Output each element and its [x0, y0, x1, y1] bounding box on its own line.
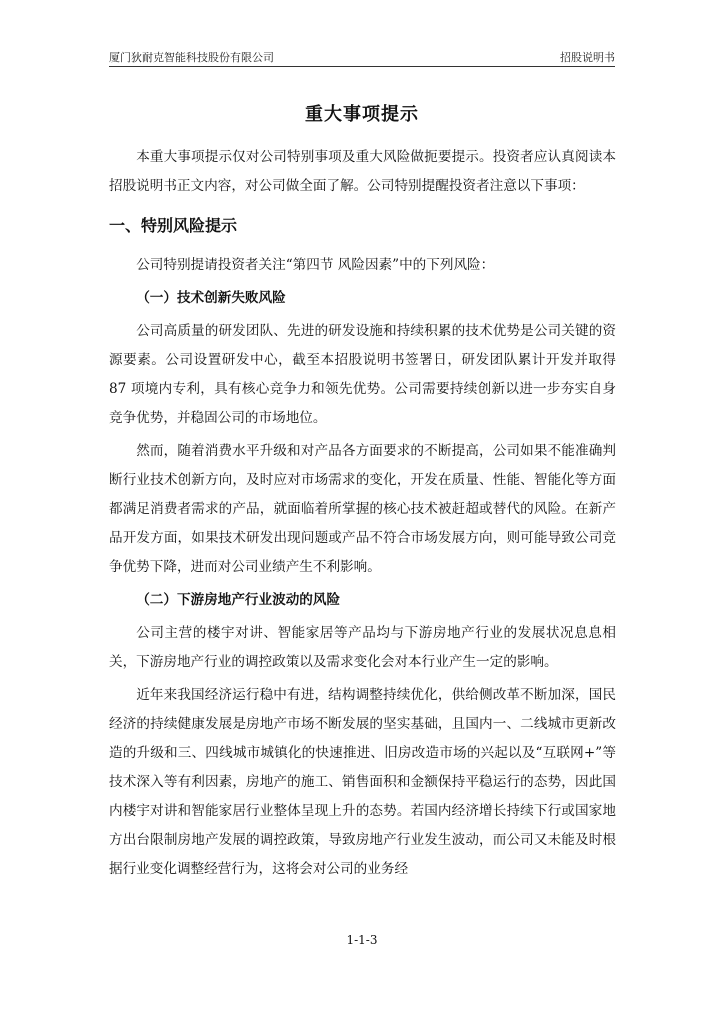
section-heading-special-risks: 一、特别风险提示: [109, 216, 238, 235]
subsection-heading-tech-innovation: （一）技术创新失败风险: [136, 290, 286, 306]
paragraph: 公司主营的楼宇对讲、智能家居等产品均与下游房地产行业的发展状况息息相关，下游房地产行业的调控政策以及需求变化会对本行业产生一定的影响。: [109, 625, 616, 670]
header-company: 厦门狄耐克智能科技股份有限公司: [109, 51, 274, 64]
page-number: 1-1-3: [346, 933, 378, 947]
page-header: [109, 49, 615, 67]
intro-paragraph: 本重大事项提示仅对公司特别事项及重大风险做扼要提示。投资者应认真阅读本招股说明书正文内容，对公司做全面了解。公司特别提醒投资者注意以下事项：: [109, 149, 616, 194]
paragraph: 然而，随着消费水平升级和对产品各方面要求的不断提高，公司如果不能准确判断行业技术创新方向，及时应对市场需求的变化，开发在质量、性能、智能化等方面都满足消费者需求的产品，就面临着所掌握的核心技术被赶超或替代的风险。在新产品开发方面，如果技术研发出现问题或产品不符合市场发展方向，则可能导致公司竞争优势下降，进而对公司业绩产生不利影响。: [109, 443, 616, 575]
document-body: [109, 143, 616, 884]
subsection-heading-real-estate: （二）下游房地产行业波动的风险: [136, 592, 341, 608]
section-lead-paragraph: 公司特别提请投资者关注“第四节 风险因素”中的下列风险：: [136, 257, 495, 273]
page-title: 重大事项提示: [305, 104, 419, 125]
paragraph: 近年来我国经济运行稳中有进，结构调整持续优化，供给侧改革不断加深，国民经济的持续健康发展是房地产市场不断发展的坚实基础，且国内一、二线城市更新改造的升级和三、四线城市城镇化的快速推进、旧房改造市场的兴起以及“互联网+”等技术深入等有利因素，房地产的施工、销售面积和金额保持平稳运行的态势，因此国内楼宇对讲和智能家居行业整体呈现上升的态势。若国内经济增长持续下行或国家地方出台限制房地产发展的调控政策，导致房地产行业发生波动，而公司又未能及时根据行业变化调整经营行为，这将会对公司的业务经: [109, 687, 616, 877]
header-doc-type: 招股说明书: [560, 51, 615, 64]
paragraph: 公司高质量的研发团队、先进的研发设施和持续积累的技术优势是公司关键的资源要素。公司设置研发中心，截至本招股说明书签署日，研发团队累计开发并取得 87 项境内专利，具有核心竞争力和领先优势。公司需要持续创新以进一步夯实自身竞争优势，并稳固公司的市场地位。: [109, 323, 616, 426]
header-divider: [109, 66, 615, 67]
